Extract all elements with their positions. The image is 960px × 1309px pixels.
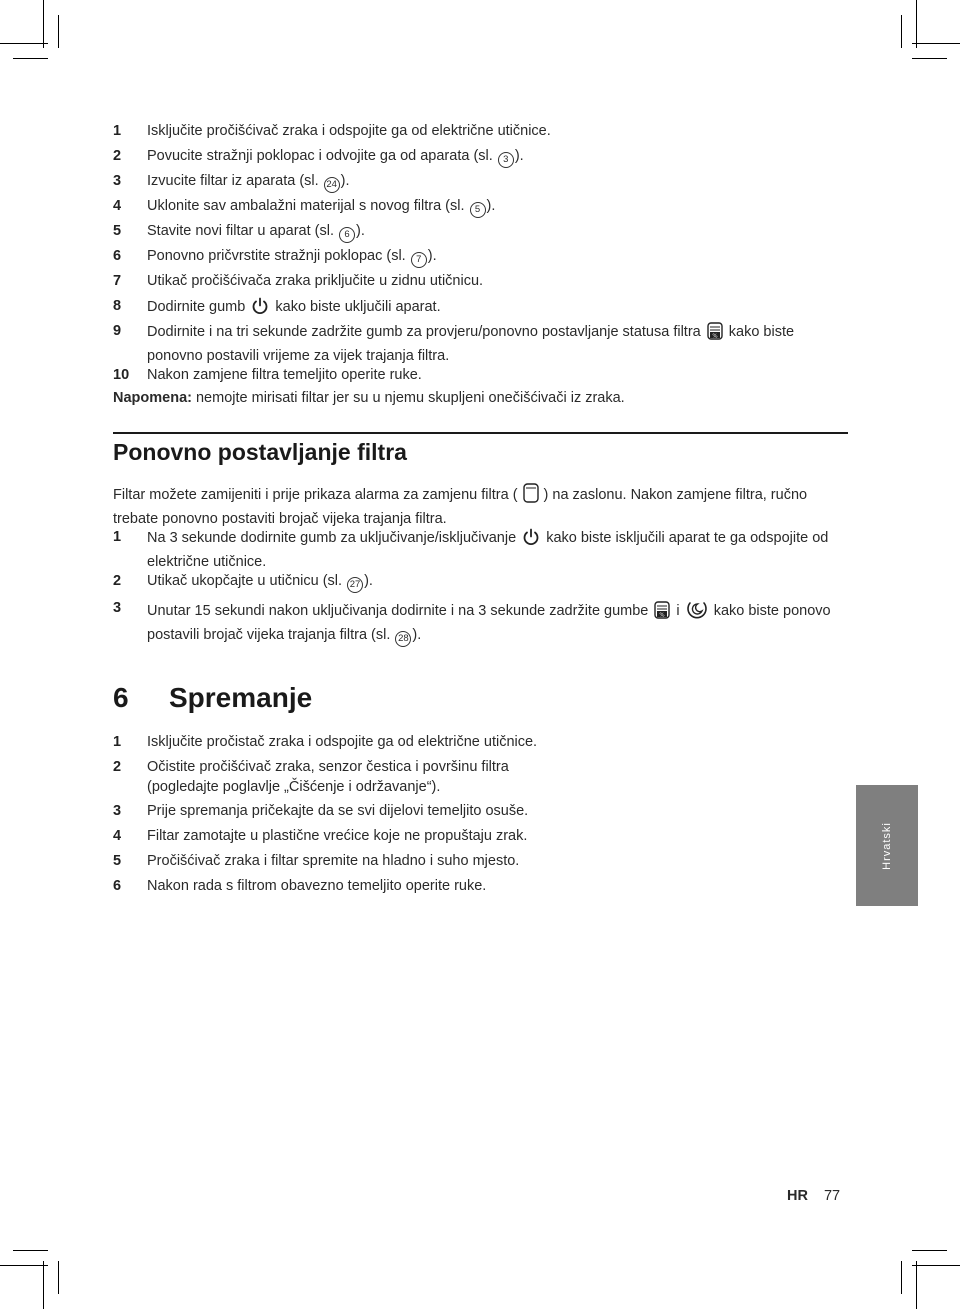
filter-icon — [520, 483, 542, 510]
crop-mark — [901, 1261, 902, 1294]
crop-mark — [912, 1250, 947, 1251]
crop-mark — [13, 58, 48, 59]
svg-text:%: % — [659, 612, 666, 619]
power-icon — [251, 297, 269, 322]
crop-mark — [13, 1250, 48, 1251]
figure-ref: 24 — [324, 177, 340, 193]
intro-paragraph: Filtar možete zamijeniti i prije prikaza alarma za zamjenu filtra ( ) na zaslonu. Nakon zamjene filtra, ručno trebate ponovno postaviti brojač vijeka trajanja filtra. — [113, 483, 848, 529]
section-heading: Ponovno postavljanje filtra — [113, 439, 407, 465]
crop-mark — [58, 1261, 59, 1294]
crop-mark — [912, 43, 960, 44]
page-number: 77 — [823, 1188, 841, 1204]
power-icon — [522, 528, 540, 553]
list-item: 6 Ponovno pričvrstite stražnji poklopac (sl. 7 ). — [113, 247, 848, 272]
figure-ref: 28 — [395, 631, 411, 647]
list-item: 4 Filtar zamotajte u plastične vrećice koje ne propuštaju zrak. — [113, 828, 528, 844]
filter-reset-icon — [707, 322, 723, 347]
list-item: 2 Očistite pročišćivač zraka, senzor čestica i površinu filtra (pogledajte poglavlje „Čišćenje i održavanje“). — [113, 759, 509, 795]
crop-mark — [901, 15, 902, 48]
reset-steps — [113, 528, 848, 643]
list-item: 7 Utikač pročišćivača zraka priključite u zidnu utičnicu. — [113, 273, 484, 289]
crop-mark — [43, 1261, 44, 1309]
list-item: 8 Dodirnite gumb kako biste uključili aparat. — [113, 297, 848, 322]
crop-mark — [916, 1261, 917, 1309]
list-item: 3 Prije spremanja pričekajte da se svi dijelovi temeljito osuše. — [113, 803, 529, 819]
svg-text:%: % — [712, 333, 718, 340]
list-item: 6 Nakon rada s filtrom obavezno temeljito operite ruke. — [113, 878, 487, 894]
crop-mark — [916, 0, 917, 48]
sleep-mode-icon — [686, 599, 708, 626]
filter-reset-icon — [654, 601, 670, 626]
note: Napomena: nemojte mirisati filtar jer su u njemu skupljeni onečišćivači iz zraka. — [113, 390, 625, 406]
list-item: 3 Izvucite filtar iz aparata (sl. 24 ). — [113, 172, 848, 197]
crop-mark — [912, 58, 947, 59]
section-divider — [113, 432, 848, 434]
crop-mark — [0, 43, 48, 44]
list-item: 3 Unutar 15 sekundi nakon uključivanja dodirnite i na 3 sekunde zadržite gumbe % i kako biste ponovo postavili brojač vijeka trajanja filtra (sl. 28 ). — [113, 599, 848, 643]
list-item: 5 Pročišćivač zraka i filtar spremite na hladno i suho mjesto. — [113, 853, 520, 869]
chapter-heading: 6 Spremanje — [113, 682, 313, 713]
list-item: 1 Na 3 sekunde dodirnite gumb za uključivanje/isključivanje kako biste isključili aparat te ga odspojite od električne utičnice. — [113, 529, 829, 570]
crop-mark — [0, 1265, 48, 1266]
list-item: 2 Povucite stražnji poklopac i odvojite ga od aparata (sl. 3 ). — [113, 147, 848, 172]
list-item: 1 Isključite pročišćivač zraka i odspojite ga od električne utičnice. — [113, 123, 551, 139]
figure-ref: 27 — [347, 577, 363, 593]
figure-ref: 7 — [411, 252, 427, 268]
figure-ref: 6 — [339, 227, 355, 243]
list-item: 10 Nakon zamjene filtra temeljito operite ruke. — [113, 367, 422, 383]
crop-mark — [43, 0, 44, 48]
list-item: 1 Isključite pročistač zraka i odspojite ga od električne utičnice. — [113, 734, 538, 750]
crop-mark — [58, 15, 59, 48]
list-item: 4 Uklonite sav ambalažni materijal s novog filtra (sl. 5 ). — [113, 197, 848, 222]
list-item: 2 Utikač ukopčajte u utičnicu (sl. 27 ). — [113, 572, 848, 599]
list-item: 9 Dodirnite i na tri sekunde zadržite gumb za provjeru/ponovno postavljanje statusa filtra % kako biste ponovno postavili vrijeme za vijek trajanja filtra. — [113, 323, 795, 364]
page-footer: HR 77 — [787, 1188, 841, 1204]
list-item: 5 Stavite novi filtar u aparat (sl. 6 ). — [113, 222, 848, 247]
figure-ref: 3 — [498, 152, 514, 168]
figure-ref: 5 — [470, 202, 486, 218]
language-tab: Hrvatski — [856, 785, 918, 906]
filter-replacement-steps — [113, 122, 848, 391]
crop-mark — [912, 1265, 960, 1266]
storage-steps — [113, 733, 848, 902]
